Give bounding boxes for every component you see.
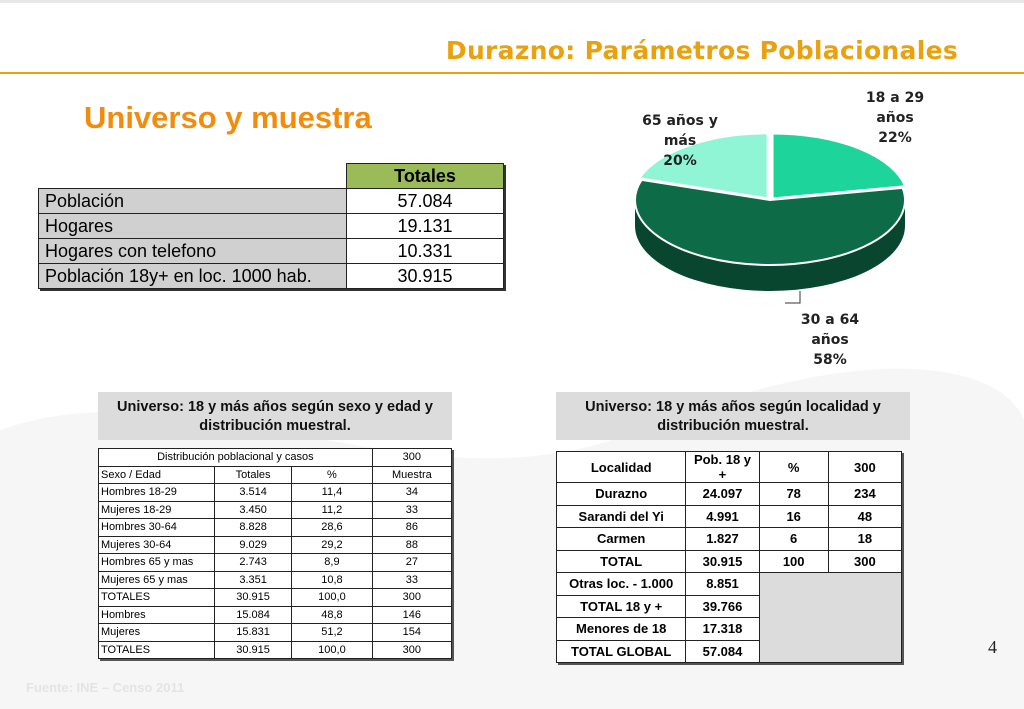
row-value: 19.131 [347, 214, 504, 239]
table-row [99, 571, 452, 589]
row-label: Hogares con telefono [39, 239, 347, 264]
cell: 18 [828, 528, 901, 551]
cell: Hombres 30-64 [99, 519, 215, 537]
cell: 9.029 [215, 536, 292, 554]
cell: Durazno [557, 483, 686, 506]
col-header: % [759, 452, 828, 483]
col-header: Sexo / Edad [99, 466, 215, 484]
cell: 8,9 [292, 554, 373, 572]
cell: 48,8 [292, 606, 373, 624]
caption-sexo-edad: Universo: 18 y más años según sexo y edad y distribución muestral. [98, 392, 452, 440]
footer-source: Fuente: INE – Censo 2011 [26, 680, 185, 695]
cell: Sarandi del Yi [557, 505, 686, 528]
cell: 4.991 [686, 505, 759, 528]
cell: 8.851 [686, 573, 759, 596]
table-row [99, 624, 452, 642]
cell: TOTAL GLOBAL [557, 640, 686, 663]
cell: 88 [372, 536, 451, 554]
cell: Mujeres 65 y mas [99, 571, 215, 589]
col-header: Muestra [372, 466, 451, 484]
cell: 100,0 [292, 589, 373, 607]
totals-header: Totales [347, 164, 504, 189]
cell: 15.084 [215, 606, 292, 624]
title-divider [0, 72, 1024, 74]
table-row [99, 484, 452, 502]
row-label: Hogares [39, 214, 347, 239]
row-value: 30.915 [347, 264, 504, 289]
table-row [557, 505, 902, 528]
cell: 234 [828, 483, 901, 506]
cell: 154 [372, 624, 451, 642]
col-header: Localidad [557, 452, 686, 483]
table-row [557, 528, 902, 551]
cell: 1.827 [686, 528, 759, 551]
age-pie-chart [620, 80, 950, 380]
cell: Hombres 18-29 [99, 484, 215, 502]
cell: 10,8 [292, 571, 373, 589]
row-value: 57.084 [347, 189, 504, 214]
cell: 15.831 [215, 624, 292, 642]
cell: 300 [372, 589, 451, 607]
cell: 34 [372, 484, 451, 502]
cell: 3.450 [215, 501, 292, 519]
localidad-table [556, 451, 902, 663]
sexo-table-title-value: 300 [372, 449, 451, 467]
cell: Hombres [99, 606, 215, 624]
cell: 16 [759, 505, 828, 528]
table-row [99, 641, 452, 659]
cell: 86 [372, 519, 451, 537]
table-row [39, 189, 504, 214]
cell: 78 [759, 483, 828, 506]
cell: 27 [372, 554, 451, 572]
cell: TOTAL 18 y + [557, 595, 686, 618]
cell: 2.743 [215, 554, 292, 572]
cell: Otras loc. - 1.000 [557, 573, 686, 596]
cell: Menores de 18 [557, 618, 686, 641]
table-row [99, 589, 452, 607]
table-row [557, 573, 902, 596]
cell: 30.915 [215, 589, 292, 607]
cell: 39.766 [686, 595, 759, 618]
sexo-edad-table [98, 448, 452, 659]
sexo-table-title: Distribución poblacional y casos [99, 449, 373, 467]
cell: 33 [372, 571, 451, 589]
col-header: Totales [215, 466, 292, 484]
table-row [39, 214, 504, 239]
cell: 146 [372, 606, 451, 624]
cell: 17.318 [686, 618, 759, 641]
cell: 57.084 [686, 640, 759, 663]
cell: 300 [828, 550, 901, 573]
cell: Mujeres 30-64 [99, 536, 215, 554]
cell: 100 [759, 550, 828, 573]
cell: Carmen [557, 528, 686, 551]
cell: 29,2 [292, 536, 373, 554]
cell: 33 [372, 501, 451, 519]
cell: 51,2 [292, 624, 373, 642]
table-row [99, 606, 452, 624]
page-number: 4 [988, 637, 997, 657]
cell: 24.097 [686, 483, 759, 506]
table-row [39, 239, 504, 264]
cell: Hombres 65 y mas [99, 554, 215, 572]
cell: Mujeres [99, 624, 215, 642]
col-header: % [292, 466, 373, 484]
section-subtitle: Universo y muestra [84, 100, 372, 135]
cell: 3.351 [215, 571, 292, 589]
cell: 30.915 [686, 550, 759, 573]
cell: 8.828 [215, 519, 292, 537]
table-row [39, 264, 504, 289]
cell: 6 [759, 528, 828, 551]
pie-label: 30 a 64 años 58% [800, 312, 860, 368]
row-value: 10.331 [347, 239, 504, 264]
pie-label: 65 años y más 20% [642, 113, 718, 169]
row-label: Población 18y+ en loc. 1000 hab. [39, 264, 347, 289]
totals-corner [39, 164, 347, 189]
cell: TOTALES [99, 589, 215, 607]
cell: 28,6 [292, 519, 373, 537]
row-label: Población [39, 189, 347, 214]
caption-localidad: Universo: 18 y más años según localidad y distribución muestral. [556, 392, 910, 440]
cell: 11,2 [292, 501, 373, 519]
table-row [99, 519, 452, 537]
table-row [557, 483, 902, 506]
cell: TOTALES [99, 641, 215, 659]
table-row [99, 554, 452, 572]
page-title: Durazno: Parámetros Poblacionales [445, 36, 958, 65]
gray-filler [759, 573, 901, 663]
cell: 3.514 [215, 484, 292, 502]
cell: 100,0 [292, 641, 373, 659]
pie-leader-line [785, 291, 800, 303]
cell: 30.915 [215, 641, 292, 659]
cell: 11,4 [292, 484, 373, 502]
table-row [99, 501, 452, 519]
cell: 300 [372, 641, 451, 659]
cell: 48 [828, 505, 901, 528]
col-header: Pob. 18 y + [686, 452, 759, 483]
table-row [99, 536, 452, 554]
cell: TOTAL [557, 550, 686, 573]
totals-table [38, 163, 504, 289]
cell: Mujeres 18-29 [99, 501, 215, 519]
pie-label: 18 a 29 años 22% [865, 90, 925, 146]
col-header: 300 [828, 452, 901, 483]
table-row [557, 550, 902, 573]
